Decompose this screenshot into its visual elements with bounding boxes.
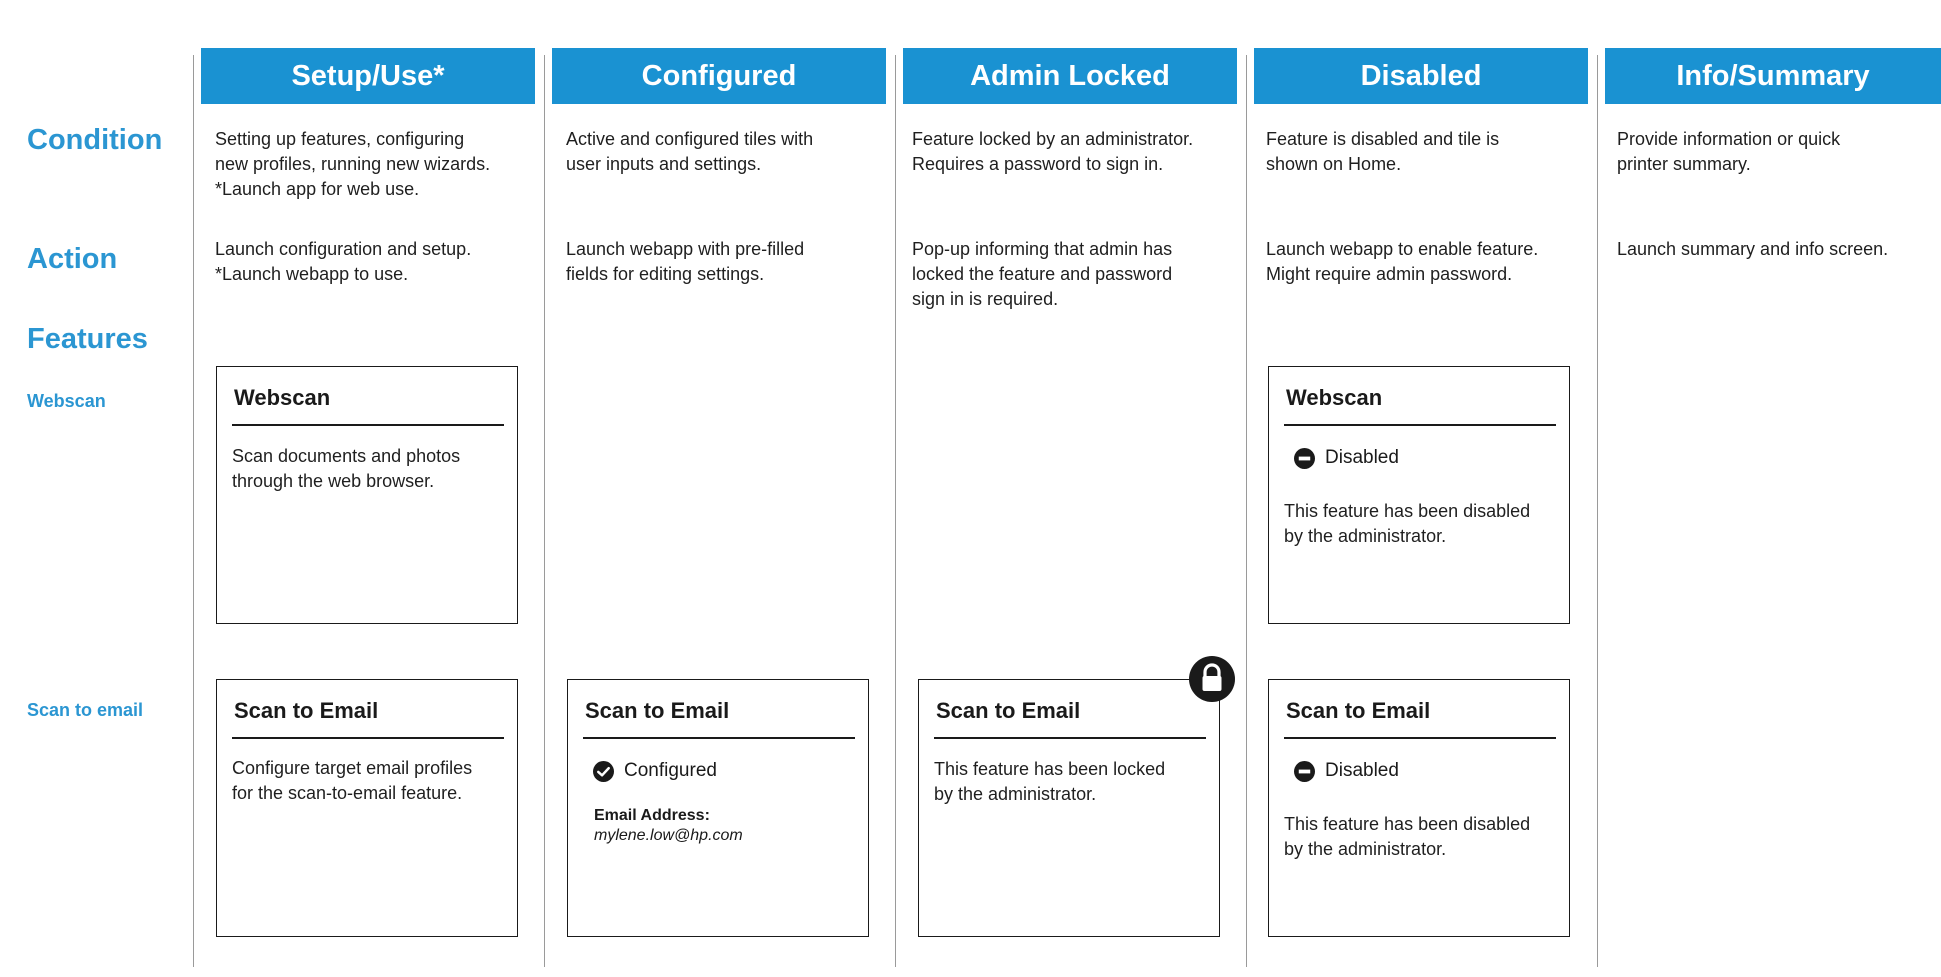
tile-divider xyxy=(934,737,1206,739)
row-label-webscan: Webscan xyxy=(27,391,106,411)
tile-title: Scan to Email xyxy=(936,698,1081,723)
webscan-tile-disabled[interactable] xyxy=(1268,366,1570,624)
tile-description: This feature has been disabled by the administrator. xyxy=(1284,814,1531,859)
tile-title: Scan to Email xyxy=(234,698,379,723)
column-header-info-summary: Info/Summary xyxy=(1605,48,1941,104)
column-divider xyxy=(1597,55,1598,967)
column-header-setup-use: Setup/Use* xyxy=(201,48,535,104)
tile-title: Scan to Email xyxy=(585,698,730,723)
column-divider xyxy=(895,55,896,967)
row-label-action: Action xyxy=(27,243,118,275)
tile-description: This feature has been disabled by the administrator. xyxy=(1284,501,1531,546)
condition-text-disabled: Feature is disabled and tile is shown on Home. xyxy=(1266,129,1500,174)
tile-divider xyxy=(1284,424,1556,426)
column-header-configured: Configured xyxy=(552,48,886,104)
status-configured xyxy=(593,760,717,782)
condition-text-configured: Active and configured tiles with user inputs and settings. xyxy=(566,129,814,174)
column-header-disabled: Disabled xyxy=(1254,48,1588,104)
status-label: Configured xyxy=(624,760,717,781)
tile-description: This feature has been locked by the administrator. xyxy=(934,759,1166,804)
row-label-condition: Condition xyxy=(27,124,163,156)
tile-divider xyxy=(232,737,504,739)
tile-divider xyxy=(1284,737,1556,739)
minus-circle-icon xyxy=(1294,761,1315,782)
status-disabled xyxy=(1294,760,1399,782)
webscan-tile-setup[interactable] xyxy=(216,366,518,624)
email-address-label: Email Address: xyxy=(594,807,710,824)
check-circle-icon xyxy=(593,761,614,782)
action-text-disabled: Launch webapp to enable feature. Might require admin password. xyxy=(1266,239,1539,284)
action-text-configured: Launch webapp with pre-filled fields for editing settings. xyxy=(566,239,805,284)
scan-to-email-tile-disabled[interactable] xyxy=(1268,679,1570,937)
tile-title: Webscan xyxy=(234,385,331,410)
status-label: Disabled xyxy=(1325,760,1399,781)
condition-text-admin-locked: Feature locked by an administrator. Requires a password to sign in. xyxy=(912,129,1194,174)
column-header-admin-locked: Admin Locked xyxy=(903,48,1237,104)
tile-description: Configure target email profiles for the scan-to-email feature. xyxy=(232,758,473,803)
row-label-features: Features xyxy=(27,323,148,355)
action-text-info-summary: Launch summary and info screen. xyxy=(1617,239,1889,259)
minus-circle-icon xyxy=(1294,448,1315,469)
scan-to-email-tile-setup[interactable] xyxy=(216,679,518,937)
tile-divider xyxy=(583,737,855,739)
status-disabled xyxy=(1294,447,1399,469)
action-text-admin-locked: Pop-up informing that admin has locked the feature and password sign in is required. xyxy=(912,239,1173,309)
tile-description: Scan documents and photos through the web browser. xyxy=(232,446,461,491)
lock-icon xyxy=(1188,655,1236,703)
row-label-scan-to-email: Scan to email xyxy=(27,700,144,720)
scan-to-email-tile-configured[interactable] xyxy=(567,679,869,937)
tile-divider xyxy=(232,424,504,426)
condition-text-setup-use: Setting up features, configuring new profiles, running new wizards. *Launch app for web use. xyxy=(215,129,491,199)
column-divider xyxy=(544,55,545,967)
status-label: Disabled xyxy=(1325,447,1399,468)
tile-title: Webscan xyxy=(1286,385,1383,410)
scan-to-email-tile-admin-locked[interactable] xyxy=(918,679,1220,937)
column-divider xyxy=(193,55,194,967)
condition-text-info-summary: Provide information or quick printer summary. xyxy=(1617,129,1841,174)
email-address-value: mylene.low@hp.com xyxy=(594,827,743,844)
action-text-setup-use: Launch configuration and setup. *Launch webapp to use. xyxy=(215,239,472,284)
column-divider xyxy=(1246,55,1247,967)
tile-title: Scan to Email xyxy=(1286,698,1431,723)
